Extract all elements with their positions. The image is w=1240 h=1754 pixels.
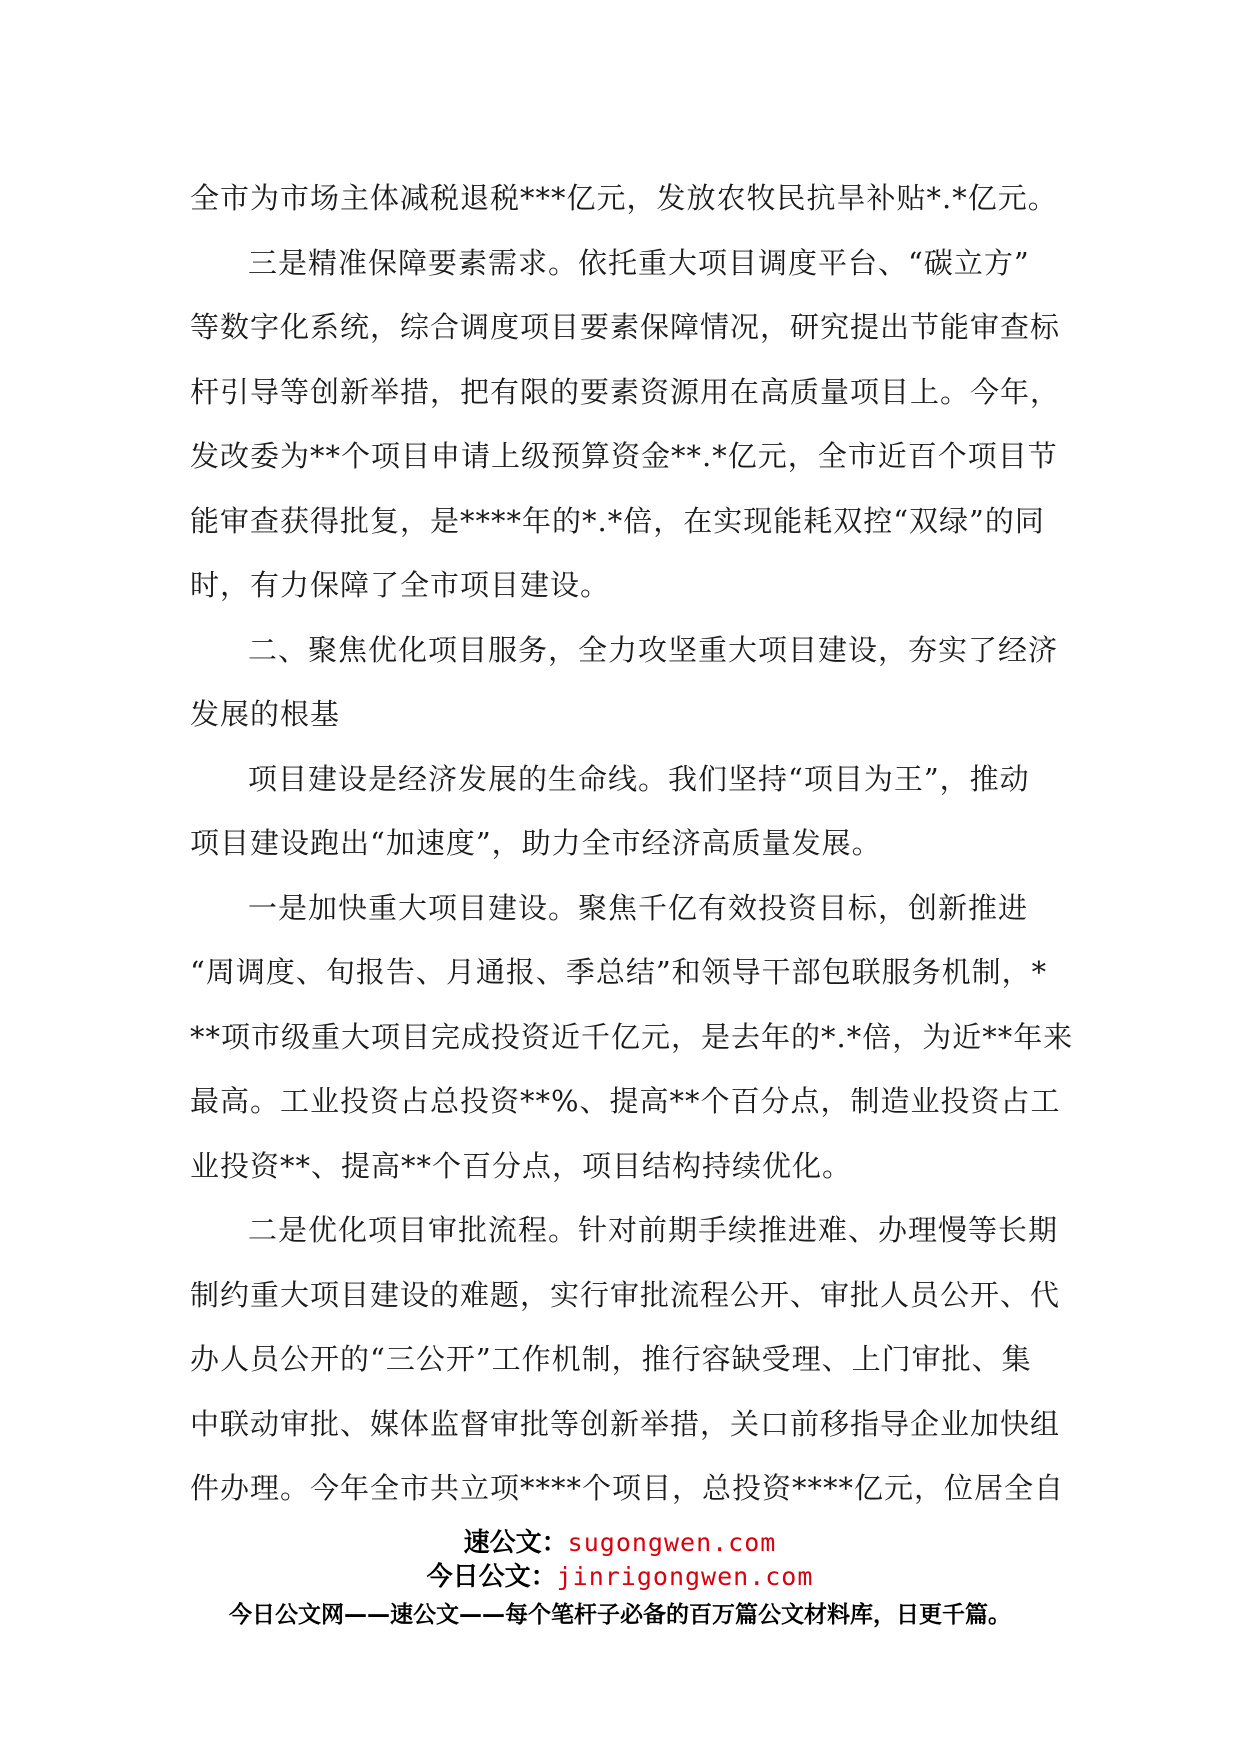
body-line: 件办理。今年全市共立项****个项目，总投资****亿元，位居全自 bbox=[190, 1471, 1065, 1505]
body-line: 二是优化项目审批流程。针对前期手续推进难、办理慢等长期 bbox=[248, 1213, 1059, 1247]
body-line: 项目建设跑出“加速度”，助力全市经济高质量发展。 bbox=[190, 826, 882, 860]
document-body bbox=[190, 166, 1074, 1521]
body-line: 项目建设是经济发展的生命线。我们坚持“项目为王”，推动 bbox=[248, 761, 1030, 796]
body-line: 三是精准保障要素需求。依托重大项目调度平台、“碳立方” bbox=[248, 245, 1030, 280]
body-line: 中联动审批、媒体监督审批等创新举措，关口前移指导企业加快组 bbox=[190, 1406, 1061, 1441]
body-line: 业投资**、提高**个百分点，项目结构持续优化。 bbox=[190, 1148, 853, 1183]
body-line: 杆引导等创新举措，把有限的要素资源用在高质量项目上。今年， bbox=[190, 374, 1061, 409]
body-line: 办人员公开的“三公开”工作机制，推行容缺受理、上门审批、集 bbox=[190, 1342, 1032, 1376]
body-line: 能审查获得批复，是****年的*.*倍，在实现能耗双控“双绿”的同 bbox=[190, 503, 1045, 538]
footer-tagline: 今日公文网——速公文——每个笔杆子必备的百万篇公文材料库，日更千篇。 bbox=[229, 1602, 1011, 1628]
footer-site-jinrigongwen bbox=[0, 1560, 1240, 1594]
section-heading-line: 发展的根基 bbox=[190, 697, 341, 731]
body-line: 时，有力保障了全市项目建设。 bbox=[190, 568, 611, 602]
body-line: **项市级重大项目完成投资近千亿元，是去年的*.*倍，为近**年来 bbox=[190, 1019, 1074, 1054]
body-line: 全市为市场主体减税退税***亿元，发放农牧民抗旱补贴*.*亿元。 bbox=[190, 181, 1058, 215]
body-line: 发改委为**个项目申请上级预算资金**.*亿元，全市近百个项目节 bbox=[190, 439, 1058, 473]
body-line: 最高。工业投资占总投资**%、提高**个百分点，制造业投资占工 bbox=[190, 1084, 1061, 1118]
site-label: 速公文： bbox=[463, 1528, 568, 1558]
site-link-jinrigongwen[interactable]: jinrigongwen.com bbox=[556, 1562, 814, 1591]
footer bbox=[0, 1526, 1240, 1630]
body-line: 等数字化系统，综合调度项目要素保障情况，研究提出节能审查标 bbox=[190, 310, 1061, 344]
section-heading-line: 二、聚焦优化项目服务，全力攻坚重大项目建设，夯实了经济 bbox=[248, 632, 1059, 667]
body-line: 一是加快重大项目建设。聚焦千亿有效投资目标，创新推进 bbox=[248, 890, 1029, 925]
footer-site-sugongwen bbox=[0, 1526, 1240, 1560]
site-label: 今日公文： bbox=[426, 1562, 557, 1592]
body-line: 制约重大项目建设的难题，实行审批流程公开、审批人员公开、代 bbox=[190, 1277, 1061, 1312]
body-line: “周调度、旬报告、月通报、季总结”和领导干部包联服务机制，* bbox=[190, 955, 1048, 989]
site-link-sugongwen[interactable]: sugongwen.com bbox=[567, 1528, 777, 1557]
